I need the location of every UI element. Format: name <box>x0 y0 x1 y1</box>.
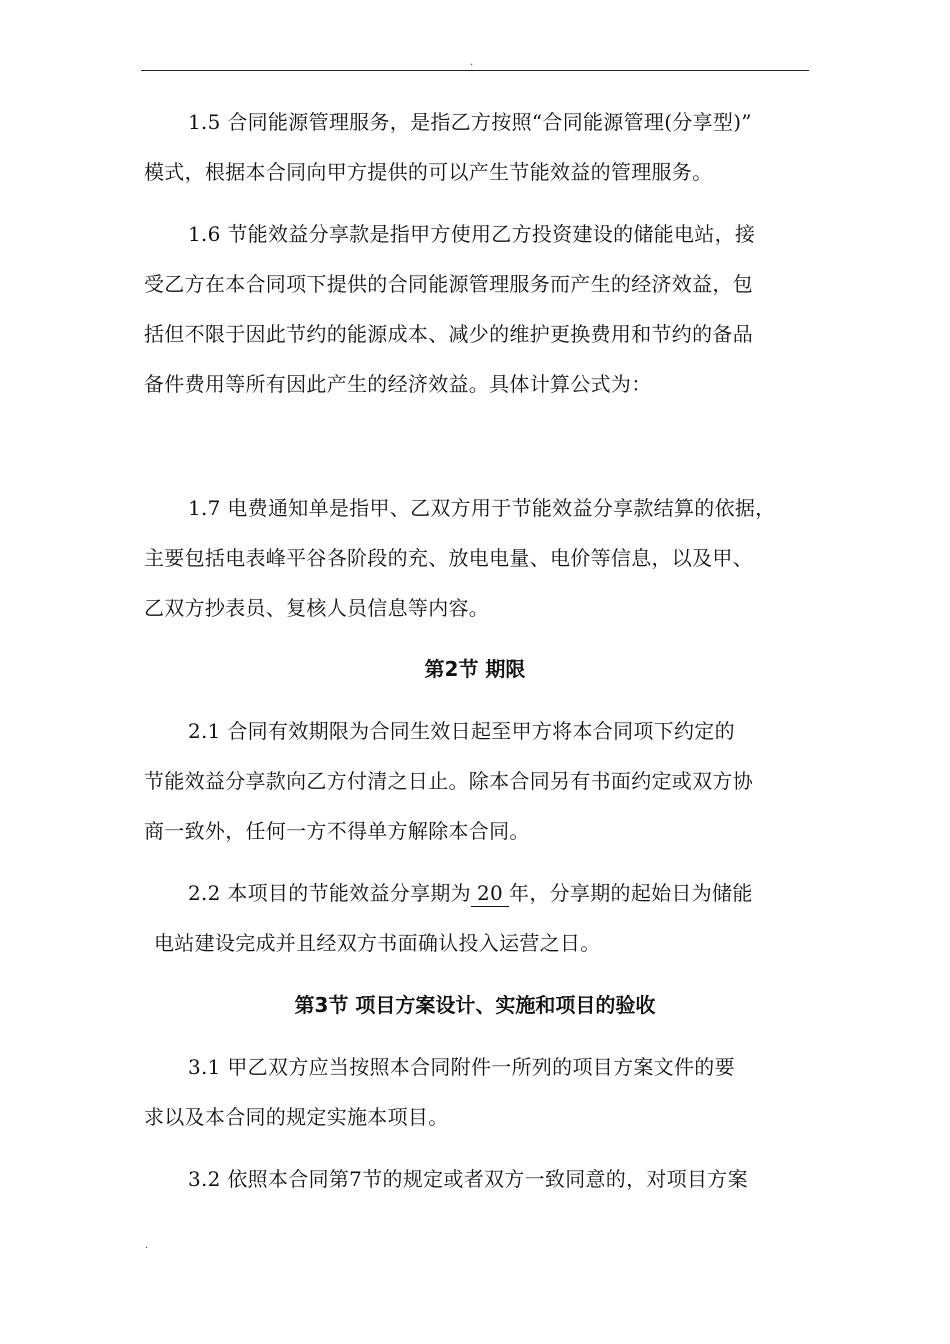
clause-1-7-line-2: 主要包括电表峰平谷各阶段的充、放电电量、电价等信息，以及甲、 <box>144 546 753 570</box>
header-rule <box>141 70 809 71</box>
section-3-heading: 第3节 项目方案设计、实施和项目的验收 <box>294 993 656 1017</box>
clause-3-1-line-2: 求以及本合同的规定实施本项目。 <box>144 1105 449 1129</box>
clause-2-2-line-2: 电站建设完成并且经双方书面确认投入运营之日。 <box>154 931 601 955</box>
clause-1-5-line-1: 1.5 合同能源管理服务，是指乙方按照“合同能源管理(分享型)” <box>188 110 752 134</box>
clause-1-5-line-2: 模式，根据本合同向甲方提供的可以产生节能效益的管理服务。 <box>144 160 713 184</box>
clause-2-2-line-1 <box>188 878 753 908</box>
clause-2-2-suffix: 年，分享期的起始日为储能 <box>509 881 753 905</box>
clause-1-7-line-1: 1.7 电费通知单是指甲、乙双方用于节能效益分享款结算的依据， <box>188 496 776 520</box>
footer-mark: . <box>145 1240 149 1251</box>
clause-2-1-line-2: 节能效益分享款向乙方付清之日止。除本合同另有书面约定或双方协 <box>144 769 753 793</box>
clause-1-6-line-4: 备件费用等所有因此产生的经济效益。具体计算公式为： <box>144 372 652 396</box>
clause-3-1-line-1: 3.1 甲乙双方应当按照本合同附件一所列的项目方案文件的要 <box>188 1055 735 1079</box>
clause-2-2-prefix: 2.2 本项目的节能效益分享期为 <box>188 881 471 905</box>
section-2-heading: 第2节 期限 <box>424 657 526 681</box>
clause-2-1-line-3: 商一致外，任何一方不得单方解除本合同。 <box>144 819 530 843</box>
header-mark: . <box>470 57 474 68</box>
clause-1-6-line-2: 受乙方在本合同项下提供的合同能源管理服务而产生的经济效益，包 <box>144 272 753 296</box>
clause-1-6-line-1: 1.6 节能效益分享款是指甲方使用乙方投资建设的储能电站，接 <box>188 222 756 246</box>
clause-1-6-line-3: 括但不限于因此节约的能源成本、减少的维护更换费用和节约的备品 <box>144 322 753 346</box>
clause-3-2-line-1: 3.2 依照本合同第7节的规定或者双方一致同意的，对项目方案 <box>188 1167 748 1191</box>
clause-1-7-line-3: 乙双方抄表员、复核人员信息等内容。 <box>144 596 490 620</box>
share-period-years: 20 <box>471 880 509 907</box>
clause-2-1-line-1: 2.1 合同有效期限为合同生效日起至甲方将本合同项下约定的 <box>188 719 735 743</box>
